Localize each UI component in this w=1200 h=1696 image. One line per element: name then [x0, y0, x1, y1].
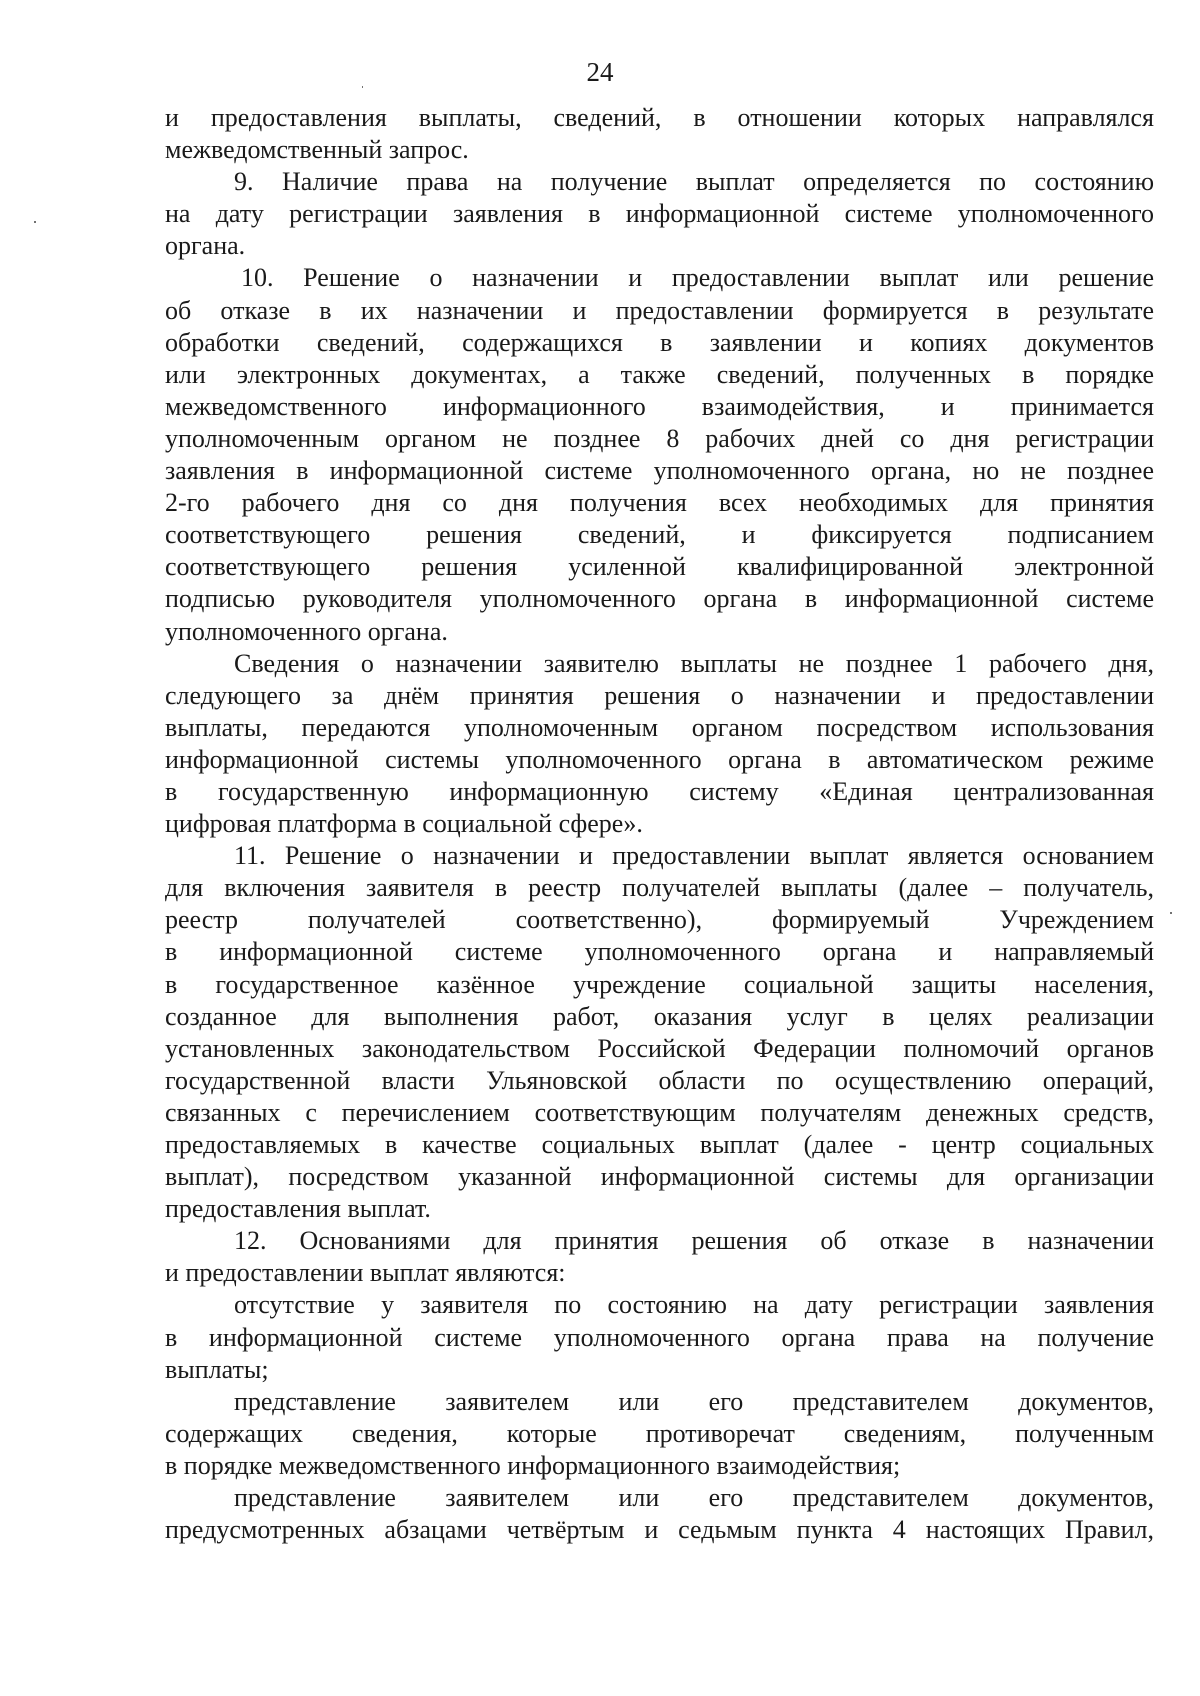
text-line: предусмотренных абзацами четвёртым и седьмым пункта 4 настоящих Правил, [165, 1515, 1154, 1545]
text-line: Сведения о назначении заявителю выплаты не позднее 1 рабочего дня, [234, 648, 1154, 678]
text-line: 2-го рабочего дня со дня получения всех необходимых для принятия [165, 488, 1154, 518]
text-line: цифровая платформа в социальной сфере». [165, 809, 643, 839]
scan-speck [34, 221, 36, 223]
text-line: информационной системы уполномоченного органа в автоматическом режиме [165, 744, 1154, 774]
text-line: об отказе в их назначении и предоставлении формируется в результате [165, 295, 1154, 325]
text-line: 10. Решение о назначении и предоставлении выплат или решение [241, 263, 1154, 293]
text-line: представление заявителем или его представителем документов, [234, 1386, 1154, 1416]
text-line: выплаты, передаются уполномоченным органом посредством использования [165, 712, 1154, 742]
text-line: представление заявителем или его представителем документов, [234, 1483, 1154, 1513]
text-line: 12. Основаниями для принятия решения об отказе в назначении [234, 1226, 1154, 1256]
text-line: предоставления выплат. [165, 1194, 431, 1224]
text-line: выплаты; [165, 1354, 269, 1384]
text-line: предоставляемых в качестве социальных выплат (далее - центр социальных [165, 1130, 1154, 1159]
text-line: соответствующего решения усиленной квалифицированной электронной [165, 552, 1154, 582]
text-line: подписью руководителя уполномоченного органа в информационной системе [165, 584, 1154, 614]
text-line: государственной власти Ульяновской области по осуществлению операций, [165, 1065, 1154, 1095]
text-line: содержащих сведения, которые противоречат сведениям, полученным [165, 1418, 1154, 1448]
text-line: органа. [165, 231, 246, 261]
text-line: отсутствие у заявителя по состоянию на дату регистрации заявления [234, 1290, 1154, 1320]
text-line: 11. Решение о назначении и предоставлении выплат является основанием [234, 841, 1154, 871]
text-line: выплат), посредством указанной информационной системы для организации [165, 1162, 1154, 1192]
text-line: в государственную информационную систему «Единая централизованная [165, 776, 1154, 806]
text-line: следующего за днём принятия решения о назначении и предоставлении [165, 680, 1154, 710]
text-line: реестр получателей соответственно), формируемый Учреждением [165, 905, 1154, 935]
text-line: межведомственного информационного взаимодействия, и принимается [165, 391, 1154, 421]
text-line: связанных с перечислением соответствующим получателям денежных средств, [165, 1097, 1154, 1127]
text-line: установленных законодательством Российской Федерации полномочий органов [165, 1033, 1154, 1063]
text-line: и предоставления выплаты, сведений, в отношении которых направлялся [165, 103, 1154, 132]
text-line: уполномоченного органа. [165, 616, 448, 646]
scan-speck [1170, 912, 1172, 914]
text-line: обработки сведений, содержащихся в заявлении и копиях документов [165, 327, 1154, 357]
page-number: 24 [586, 57, 614, 87]
scan-speck [362, 86, 363, 88]
text-line: уполномоченным органом не позднее 8 рабочих дней со дня регистрации [165, 423, 1154, 453]
text-line: в порядке межведомственного информационного взаимодействия; [165, 1450, 901, 1480]
text-line: заявления в информационной системе уполномоченного органа, но не позднее [165, 456, 1154, 486]
text-line: или электронных документах, а также сведений, полученных в порядке [165, 359, 1154, 389]
text-line: 9. Наличие права на получение выплат определяется по состоянию [234, 167, 1154, 197]
text-line: для включения заявителя в реестр получателей выплаты (далее – получатель, [165, 873, 1154, 903]
text-line: межведомственный запрос. [165, 135, 469, 165]
text-line: на дату регистрации заявления в информационной системе уполномоченного [165, 199, 1154, 229]
document-body [165, 102, 1154, 1546]
text-line: в информационной системе уполномоченного органа права на получение [165, 1322, 1154, 1352]
text-line: созданное для выполнения работ, оказания услуг в целях реализации [165, 1001, 1154, 1031]
text-line: соответствующего решения сведений, и фиксируется подписанием [165, 520, 1154, 550]
text-line: и предоставлении выплат являются: [165, 1258, 566, 1288]
text-line: в государственное казённое учреждение социальной защиты населения, [165, 969, 1154, 999]
text-line: в информационной системе уполномоченного органа и направляемый [165, 937, 1154, 967]
